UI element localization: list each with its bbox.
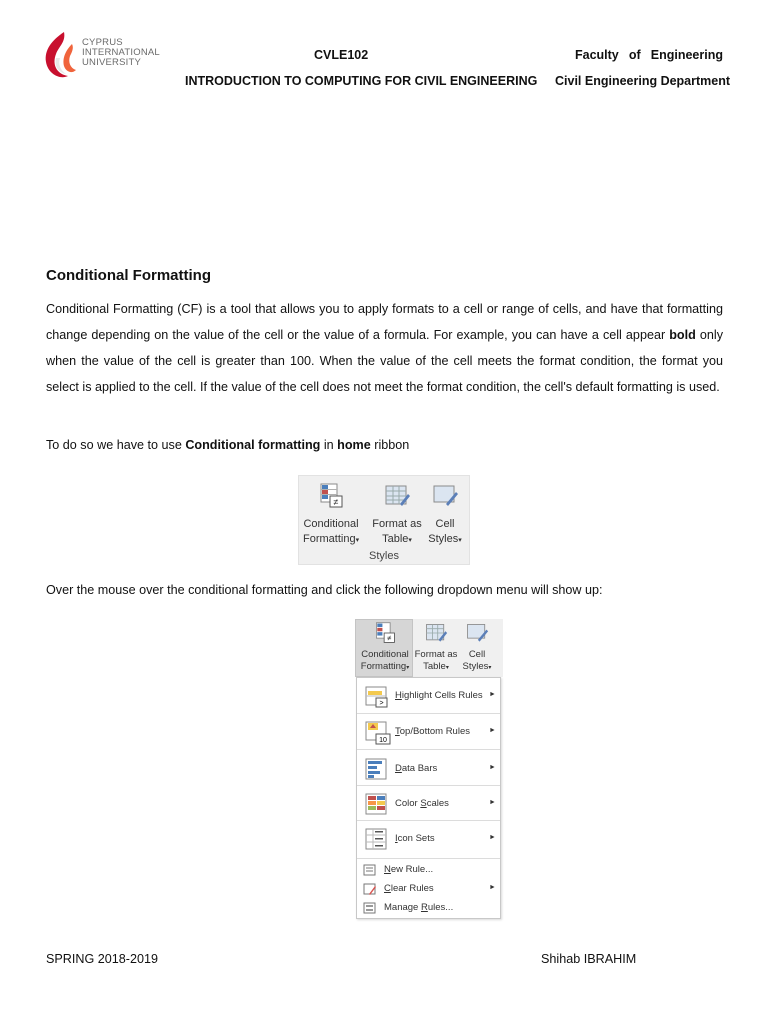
footer-semester: SPRING 2018-2019 — [46, 952, 159, 966]
svg-text:>: > — [379, 700, 384, 707]
mini-cf-label-1: Conditional — [361, 649, 409, 660]
cf-label-2: Formatting — [303, 533, 356, 545]
mi-post: ew Rule... — [390, 864, 434, 875]
menu-separator — [357, 785, 500, 786]
faculty-word-1: Faculty — [575, 48, 619, 62]
chevron-down-icon: ▾ — [488, 665, 492, 671]
chevron-down-icon: ▾ — [406, 665, 410, 671]
instruction-line — [46, 438, 409, 452]
instr-mid: in — [320, 438, 338, 452]
chevron-right-icon: ► — [489, 727, 496, 734]
conditional-formatting-icon — [373, 621, 397, 645]
logo-line-1: CYPRUS — [82, 37, 123, 48]
chevron-down-icon: ▾ — [445, 665, 449, 671]
mi-ul: T — [395, 726, 400, 737]
chevron-down-icon: ▾ — [408, 537, 412, 544]
cf-label-1: Conditional — [303, 518, 359, 530]
styles-ribbon-screenshot — [298, 475, 470, 565]
mi-pre: Manage — [384, 902, 421, 913]
cell-styles-icon — [431, 482, 459, 510]
manage-rules-icon — [363, 902, 377, 914]
mi-ul: D — [395, 763, 402, 774]
course-code: CVLE102 — [314, 48, 369, 62]
mi-post: cales — [426, 798, 449, 809]
mini-fat-label-1: Format as — [414, 649, 458, 660]
mini-fat-label-2: Table — [423, 661, 446, 672]
para-bold: bold — [669, 328, 696, 342]
chevron-right-icon: ► — [489, 764, 496, 771]
mi-post: op/Bottom Rules — [399, 726, 470, 737]
instr-bold-1: Conditional formatting — [185, 438, 321, 452]
conditional-formatting-button[interactable] — [303, 482, 359, 548]
menu-item-clear-rules[interactable] — [357, 881, 500, 897]
faculty-word-2: of — [628, 48, 641, 62]
dropdown-screenshot — [355, 619, 503, 921]
mi-ul: N — [384, 864, 391, 875]
cell-styles-icon — [465, 621, 489, 645]
format-as-table-icon — [383, 482, 411, 510]
top-bottom-icon — [365, 721, 391, 745]
course-title: INTRODUCTION TO COMPUTING FOR CIVIL ENGINEERING — [185, 74, 538, 88]
faculty-word-3: Engineering — [650, 48, 723, 62]
mini-cell-styles-button[interactable] — [459, 621, 495, 674]
svg-text:≠: ≠ — [333, 497, 339, 507]
logo-text — [82, 38, 160, 68]
mi-ul: C — [384, 883, 391, 894]
menu-item-new-rule[interactable] — [357, 862, 500, 878]
new-rule-icon — [363, 864, 377, 876]
fat-label-2: Table — [382, 533, 409, 545]
mi-ul: R — [420, 902, 428, 913]
menu-item-data-bars[interactable] — [357, 758, 500, 780]
menu-separator — [357, 749, 500, 750]
dropdown-instruction: Over the mouse over the conditional formatting and click the following dropdown menu will show up: — [46, 583, 603, 597]
mi-post: ata Bars — [401, 763, 438, 774]
chevron-right-icon: ► — [489, 884, 496, 891]
mini-cs-label-1: Cell — [468, 649, 486, 660]
instr-end: ribbon — [370, 438, 410, 452]
cs-label-2: Styles — [428, 533, 459, 545]
logo-line-3: UNIVERSITY — [82, 57, 142, 68]
mini-cf-button[interactable] — [356, 621, 414, 674]
highlight-cells-icon — [365, 686, 389, 708]
mi-ul: I — [395, 833, 398, 844]
mi-pre: Color — [395, 798, 421, 809]
menu-item-icon-sets[interactable] — [357, 828, 500, 850]
mini-format-as-table-button[interactable] — [413, 621, 459, 674]
mi-post: lear Rules — [390, 883, 434, 894]
svg-text:≠: ≠ — [387, 633, 392, 643]
faculty-label — [575, 48, 723, 62]
menu-separator — [357, 713, 500, 714]
section-heading: Conditional Formatting — [46, 267, 211, 284]
chevron-right-icon: ► — [489, 799, 496, 806]
mi-post: con Sets — [397, 833, 435, 844]
mini-cf-label-2: Formatting — [360, 661, 407, 672]
para-text-a: Conditional Formatting (CF) is a tool that allows you to apply formats to a cell or range of cells, and have that formatting change depending on the value of the cell or the value of a formula. For example, you can have a cell appear — [46, 302, 723, 342]
department-label: Civil Engineering Department — [555, 74, 731, 88]
university-logo — [42, 30, 172, 82]
chevron-right-icon: ► — [489, 691, 496, 698]
instr-bold-2: home — [337, 438, 371, 452]
menu-item-top-bottom-rules[interactable] — [357, 721, 500, 745]
chevron-right-icon: ► — [489, 834, 496, 841]
flame-logo-icon — [42, 30, 82, 82]
fat-label-1: Format as — [372, 518, 422, 530]
clear-rules-icon — [363, 883, 377, 895]
cs-label-1: Cell — [435, 518, 455, 530]
conditional-formatting-menu — [356, 677, 501, 919]
data-bars-icon — [365, 758, 389, 780]
menu-item-highlight-cells-rules[interactable] — [357, 686, 500, 708]
menu-separator — [357, 820, 500, 821]
menu-separator — [357, 858, 500, 859]
icon-sets-icon — [365, 828, 389, 850]
menu-item-color-scales[interactable] — [357, 793, 500, 815]
footer-author: Shihab IBRAHIM — [541, 952, 637, 966]
mini-cs-label-2: Styles — [462, 661, 489, 672]
color-scales-icon — [365, 793, 389, 815]
menu-item-manage-rules[interactable] — [357, 900, 500, 916]
mi-ul: H — [395, 690, 402, 701]
format-as-table-icon — [424, 621, 448, 645]
logo-line-2: INTERNATIONAL — [82, 47, 160, 58]
para-text-b: only when the value of the cell is greater than 100. When the value of the cell meets the format condition, the format you select is applied to the cell. If the value of the cell does not meet the format condition, the cell's default formatting is used. — [46, 328, 723, 394]
mi-post: ighlight Cells Rules — [401, 690, 483, 701]
conditional-formatting-icon — [317, 482, 345, 510]
chevron-down-icon: ▾ — [355, 537, 360, 544]
cell-styles-button[interactable] — [417, 482, 473, 548]
intro-paragraph — [46, 296, 723, 400]
styles-group-label: Styles — [369, 550, 399, 562]
mi-post: ules... — [427, 902, 454, 913]
mi-ul: S — [420, 798, 427, 809]
top-ten-badge: 10 — [379, 737, 387, 744]
instr-a: To do so we have to use — [46, 438, 186, 452]
chevron-down-icon: ▾ — [458, 537, 462, 544]
